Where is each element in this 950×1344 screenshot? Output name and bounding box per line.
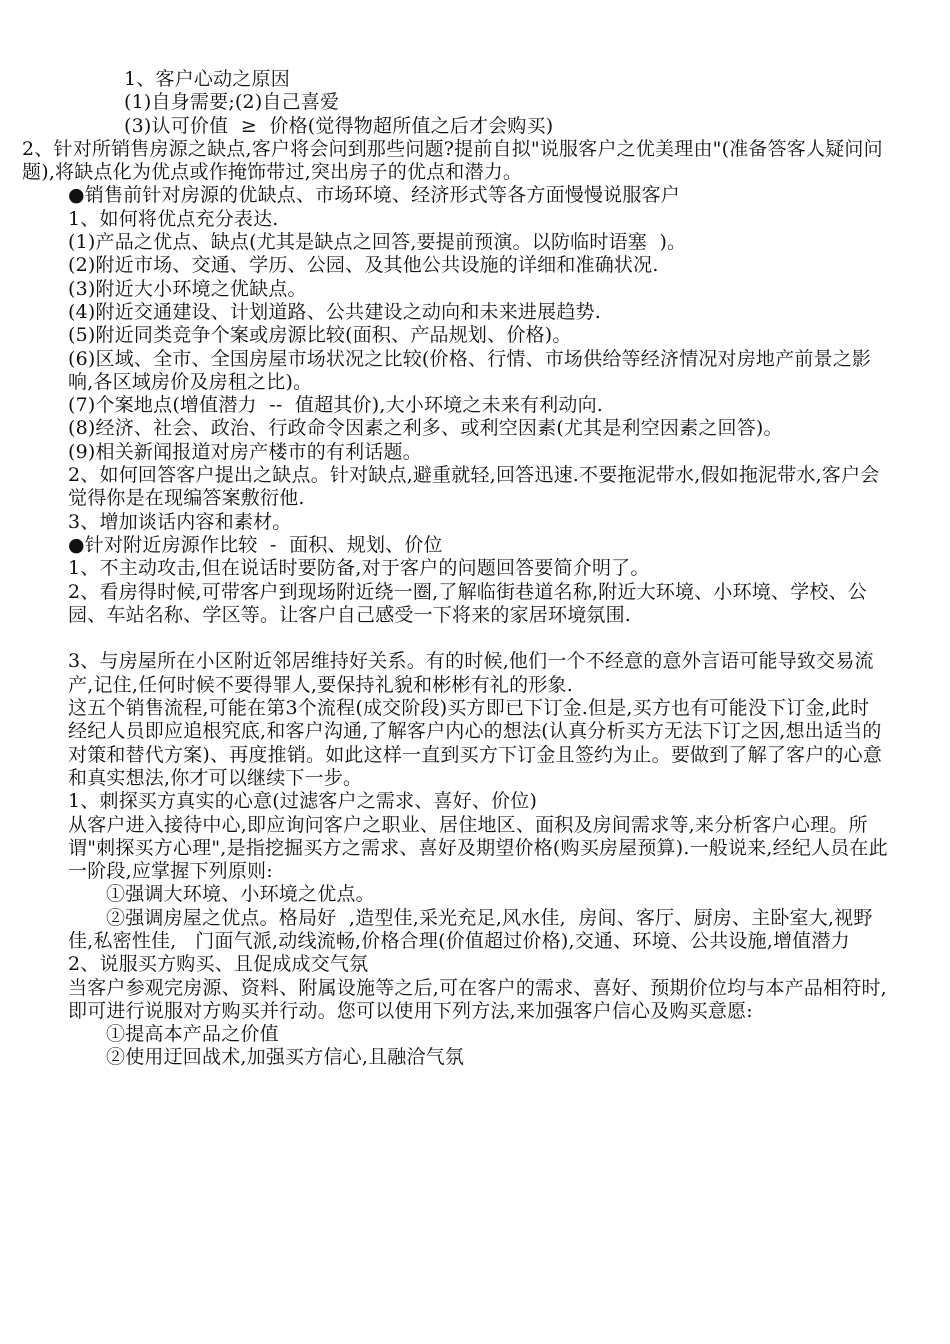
bullet-heading: ●销售前针对房源的优缺点、市场环境、经济形式等各方面慢慢说服客户 — [68, 184, 680, 207]
paragraph: 3、与房屋所在小区附近邻居维持好关系。有的时候,他们一个不经意的意外言语可能导致交易流产,记住,任何时候不要得罪人,要保持礼貌和彬彬有礼的形象. — [68, 650, 874, 696]
list-item: (7)个案地点(增值潜力 -- 值超其价),大小环境之未来有利动向. — [68, 394, 604, 417]
blank-line — [68, 627, 888, 650]
list-item: ①提高本产品之价值 — [106, 1023, 279, 1046]
list-item: (1)产品之优点、缺点(尤其是缺点之回答,要提前预演。以防临时语塞 )。 — [68, 231, 687, 254]
paragraph: 2、如何回答客户提出之缺点。针对缺点,避重就轻,回答迅速.不要拖泥带水,假如拖泥带水,客户会觉得你是在现编答案敷衍他. — [68, 464, 880, 510]
list-item: (3)附近大小环境之优缺点。 — [68, 277, 307, 300]
list-item: ②强调房屋之优点。格局好 ,造型佳,采光充足,风水佳, 房间、客厅、厨房、主卧室大,视野佳,私密性佳, 门面气派,动线流畅,价格合理(价值超过价格),交通、环境、公共设施,增值潜力 — [68, 906, 873, 952]
section-heading: 1、刺探买方真实的心意(过滤客户之需求、喜好、价位) — [68, 790, 538, 813]
paragraph: 从客户进入接待中心,即应询问客户之职业、居住地区、面积及房间需求等,来分析客户心理。所谓"刺探买方心理",是指挖掘买方之需求、喜好及期望价格(购买房屋预算).一般说来,经纪人员在此一阶段,应掌握下列原则: — [68, 813, 888, 883]
list-item: (3)认可价值 ≥ 价格(觉得物超所值之后才会购买) — [124, 114, 554, 137]
section-heading: 1、如何将优点充分表达. — [68, 207, 279, 230]
paragraph: 当客户参观完房源、资料、附属设施等之后,可在客户的需求、喜好、预期价位均与本产品相符时,即可进行说服对方购买并行动。您可以使用下列方法,来加强客户信心及购买意愿: — [68, 976, 887, 1022]
list-item: 1、不主动攻击,但在说话时要防备,对于客户的问题回答要简介明了。 — [68, 557, 650, 580]
document-page — [22, 68, 888, 1070]
list-item: ①强调大环境、小环境之优点。 — [106, 883, 375, 906]
list-item: (9)相关新闻报道对房产楼市的有利话题。 — [68, 440, 422, 463]
list-item: (8)经济、社会、政治、行政命令因素之利多、或利空因素(尤其是利空因素之回答)。 — [68, 417, 783, 440]
bullet-heading: ●针对附近房源作比较 - 面积、规划、价位 — [68, 533, 443, 556]
list-item: (2)附近市场、交通、学历、公园、及其他公共设施的详细和准确状况. — [68, 254, 659, 277]
paragraph: 这五个销售流程,可能在第3个流程(成交阶段)买方即已下订金.但是,买方也有可能没下订金,此时经纪人员即应追根究底,和客户沟通,了解客户内心的想法(认真分析买方无法下订之因,想出适当的对策和替代方案)、再度推销。如此这样一直到买方下订金且签约为止。要做到了解了客户的心意和真实想法,你才可以继续下一步。 — [68, 697, 883, 789]
list-item: (4)附近交通建设、计划道路、公共建设之动向和未来进展趋势. — [68, 300, 601, 323]
section-heading: 2、说服买方购买、且促成成交气氛 — [68, 953, 369, 976]
paragraph: 2、看房得时候,可带客户到现场附近绕一圈,了解临街巷道名称,附近大环境、小环境、学校、公园、车站名称、学区等。让客户自己感受一下将来的家居环境氛围. — [68, 580, 868, 626]
section-heading: 1、客户心动之原因 — [124, 68, 290, 90]
section-heading: 3、增加谈话内容和素材。 — [68, 510, 292, 533]
list-item: (5)附近同类竞争个案或房源比较(面积、产品规划、价格)。 — [68, 324, 572, 347]
paragraph: 2、针对所销售房源之缺点,客户将会问到那些问题?提前自拟"说服客户之优美理由"(准备答客人疑问问题),将缺点化为优点或作掩饰带过,突出房子的优点和潜力。 — [22, 137, 883, 184]
list-item: (6)区域、全市、全国房屋市场状况之比较(价格、行情、市场供给等经济情况对房地产前景之影响,各区域房价及房租之比)。 — [68, 347, 872, 393]
list-item: (1)自身需要;(2)自己喜爱 — [124, 91, 340, 114]
list-item: ②使用迂回战术,加强买方信心,且融洽气氛 — [106, 1046, 465, 1069]
